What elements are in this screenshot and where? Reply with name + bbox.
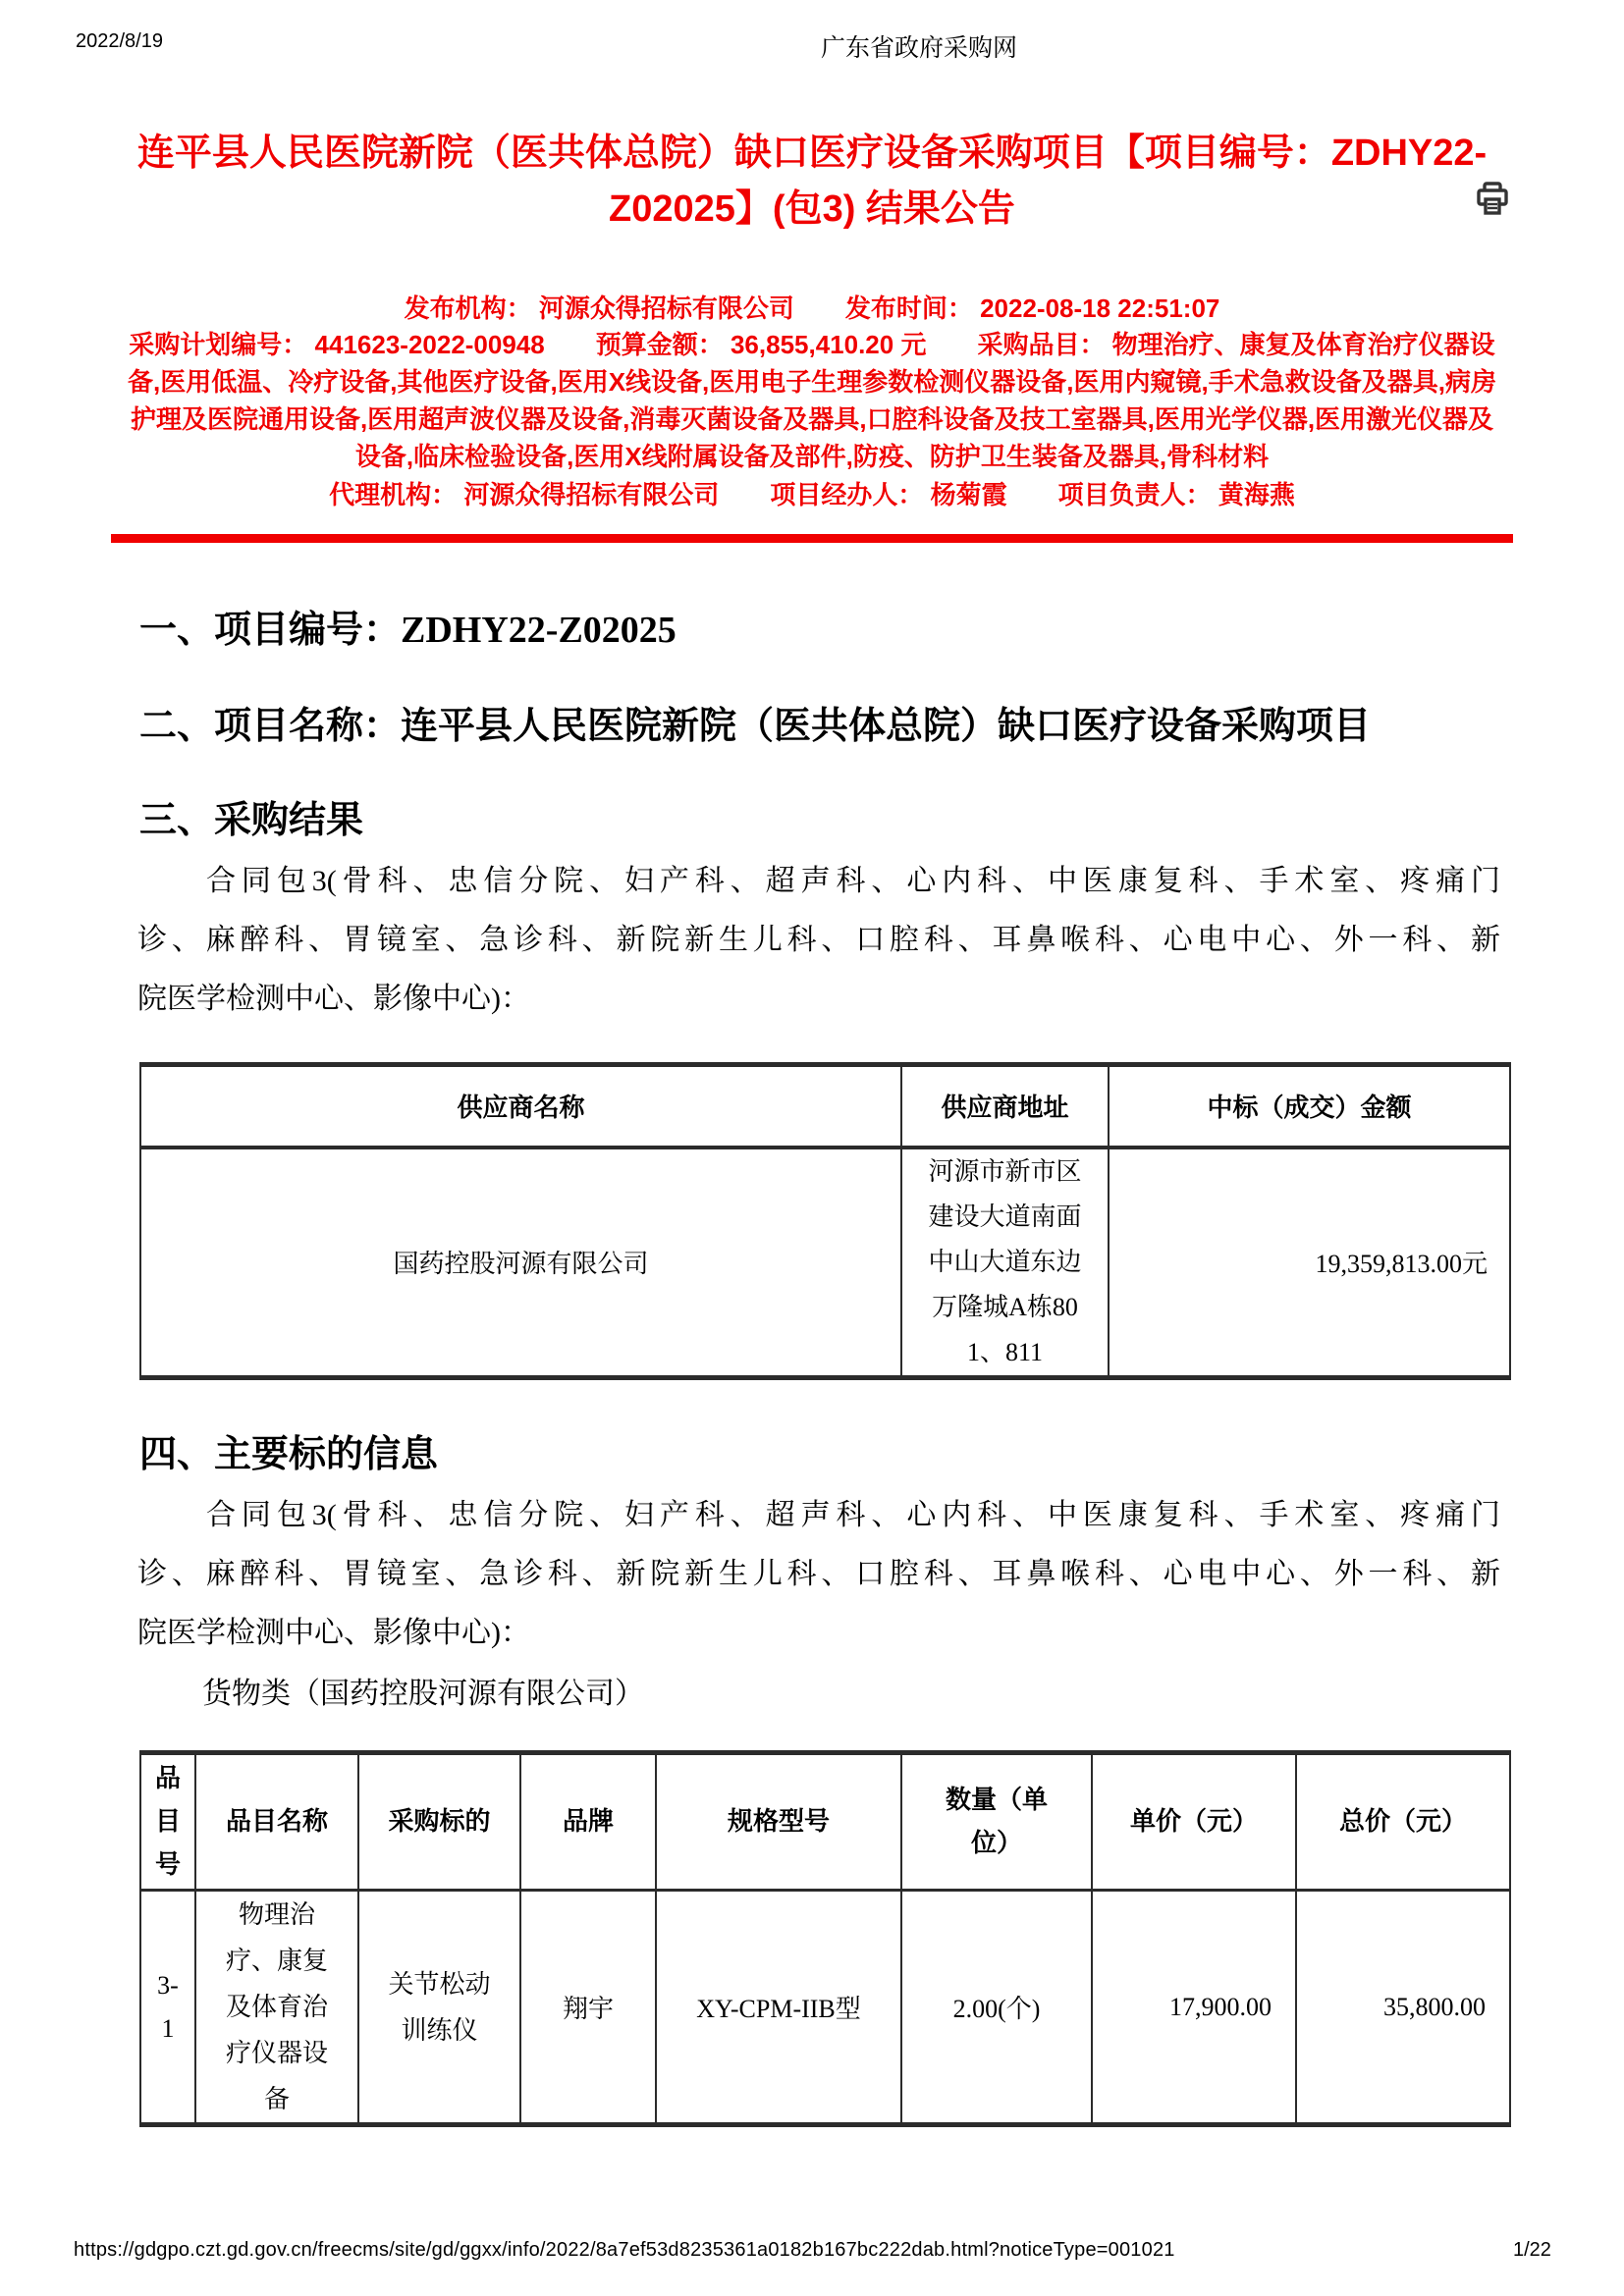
unit-price-cell: 17,900.00 <box>1092 1891 1296 2125</box>
contract-package-paragraph <box>137 852 1500 1029</box>
column-header-unit-price: 单价（元） <box>1092 1753 1296 1891</box>
column-header-brand: 品牌 <box>520 1753 656 1891</box>
total-price-cell: 35,800.00 <box>1296 1891 1510 2125</box>
column-header-award-amount: 中标（成交）金额 <box>1109 1065 1510 1148</box>
meta-line-1: 采购计划编号： 441623-2022-00948 预算金额： 36,855,410.20 元 采购品目： 物理治疗、康复及体育治疗仪器设 <box>129 330 1495 359</box>
award-amount-cell: 19,359,813.00元 <box>1109 1148 1510 1378</box>
red-divider <box>111 534 1513 543</box>
items-table-row <box>140 1891 1510 2125</box>
meta-line-2: 备,医用低温、冷疗设备,其他医疗设备,医用X线设备,医用电子生理参数检测仪器设备,医用内窥镜,手术急救设备及器具,病房 <box>128 367 1496 397</box>
column-header-spec-model: 规格型号 <box>656 1753 901 1891</box>
supplier-table-header-row <box>140 1065 1510 1148</box>
footer-page-number: 1/22 <box>1513 2239 1551 2261</box>
column-header-supplier-address: 供应商地址 <box>901 1065 1109 1148</box>
meta-line-4: 设备,临床检验设备,医用X线附属设备及部件,防疫、防护卫生装备及器具,骨科材料 <box>354 442 1270 471</box>
column-header-procurement-target: 采购标的 <box>358 1753 520 1891</box>
spec-model-cell: XY-CPM-IIB型 <box>656 1891 901 2125</box>
section-heading-procurement-result: 三、采购结果 <box>139 800 364 841</box>
print-header-date: 2022/8/19 <box>76 30 163 52</box>
column-header-total-price: 总价（元） <box>1296 1753 1510 1891</box>
column-header-quantity-unit: 数量（单位） <box>901 1753 1092 1891</box>
items-table <box>139 1750 1511 2127</box>
publish-info-line: 发布机构： 河源众得招标有限公司 发布时间： 2022-08-18 22:51:07 <box>404 294 1220 323</box>
paragraph-line: 院医学检测中心、影像中心)： <box>137 1617 530 1649</box>
paragraph-line: 院医学检测中心、影像中心)： <box>137 983 530 1015</box>
column-header-supplier-name: 供应商名称 <box>140 1065 901 1148</box>
procurement-target-cell: 关节松动训练仪 <box>358 1891 520 2125</box>
column-header-item-no: 品目号 <box>140 1753 195 1891</box>
printer-icon[interactable] <box>1475 181 1510 220</box>
section-heading-project-name: 二、项目名称：连平县人民医院新院（医共体总院）缺口医疗设备采购项目 <box>139 706 1372 747</box>
meta-line-3: 护理及医院通用设备,医用超声波仪器及设备,消毒灭菌设备及器具,口腔科设备及技工室器具,医用光学仪器,医用激光仪器及 <box>130 404 1494 434</box>
goods-class-line: 货物类（国药控股河源有限公司） <box>202 1678 644 1710</box>
paragraph-line: 合同包3(骨科、忠信分院、妇产科、超声科、心内科、中医康复科、手术室、疼痛门 <box>206 865 1500 897</box>
item-no-cell: 3-1 <box>140 1891 195 2125</box>
footer-source-url: https://gdgpo.czt.gd.gov.cn/freecms/site/gd/ggxx/info/2022/8a7ef53d8235361a0182b167bc222dab.html?noticeType=001021 <box>74 2239 1175 2261</box>
agency-info-line: 代理机构： 河源众得招标有限公司 项目经办人： 杨菊霞 项目负责人： 黄海燕 <box>329 480 1295 509</box>
notice-title-line1: 连平县人民医院新院（医共体总院）缺口医疗设备采购项目【项目编号：ZDHY22- <box>136 133 1488 174</box>
quantity-cell: 2.00(个) <box>901 1891 1092 2125</box>
paragraph-line: 诊、麻醉科、胃镜室、急诊科、新院新生儿科、口腔科、耳鼻喉科、心电中心、外一科、新 <box>137 924 1500 956</box>
brand-cell: 翔宇 <box>520 1891 656 2125</box>
supplier-address-cell: 河源市新市区建设大道南面中山大道东边万隆城A栋801、811 <box>901 1148 1109 1378</box>
item-name-cell: 物理治疗、康复及体育治疗仪器设备 <box>195 1891 358 2125</box>
paragraph-line: 诊、麻醉科、胃镜室、急诊科、新院新生儿科、口腔科、耳鼻喉科、心电中心、外一科、新 <box>137 1558 1500 1590</box>
column-header-item-name: 品目名称 <box>195 1753 358 1891</box>
print-header-site-name: 广东省政府采购网 <box>821 34 1018 62</box>
items-table-header-row <box>140 1753 1510 1891</box>
section-heading-project-number: 一、项目编号：ZDHY22-Z02025 <box>139 610 677 651</box>
notice-title <box>93 126 1531 238</box>
notice-title-line2: Z02025】(包3) 结果公告 <box>609 188 1015 230</box>
supplier-table <box>139 1062 1511 1380</box>
supplier-table-row <box>140 1148 1510 1378</box>
procurement-meta-block <box>77 326 1547 475</box>
supplier-name-cell: 国药控股河源有限公司 <box>140 1148 901 1378</box>
section-heading-main-subject-info: 四、主要标的信息 <box>139 1434 439 1475</box>
paragraph-line: 合同包3(骨科、忠信分院、妇产科、超声科、心内科、中医康复科、手术室、疼痛门 <box>206 1499 1500 1531</box>
contract-package-paragraph-2 <box>137 1486 1500 1663</box>
